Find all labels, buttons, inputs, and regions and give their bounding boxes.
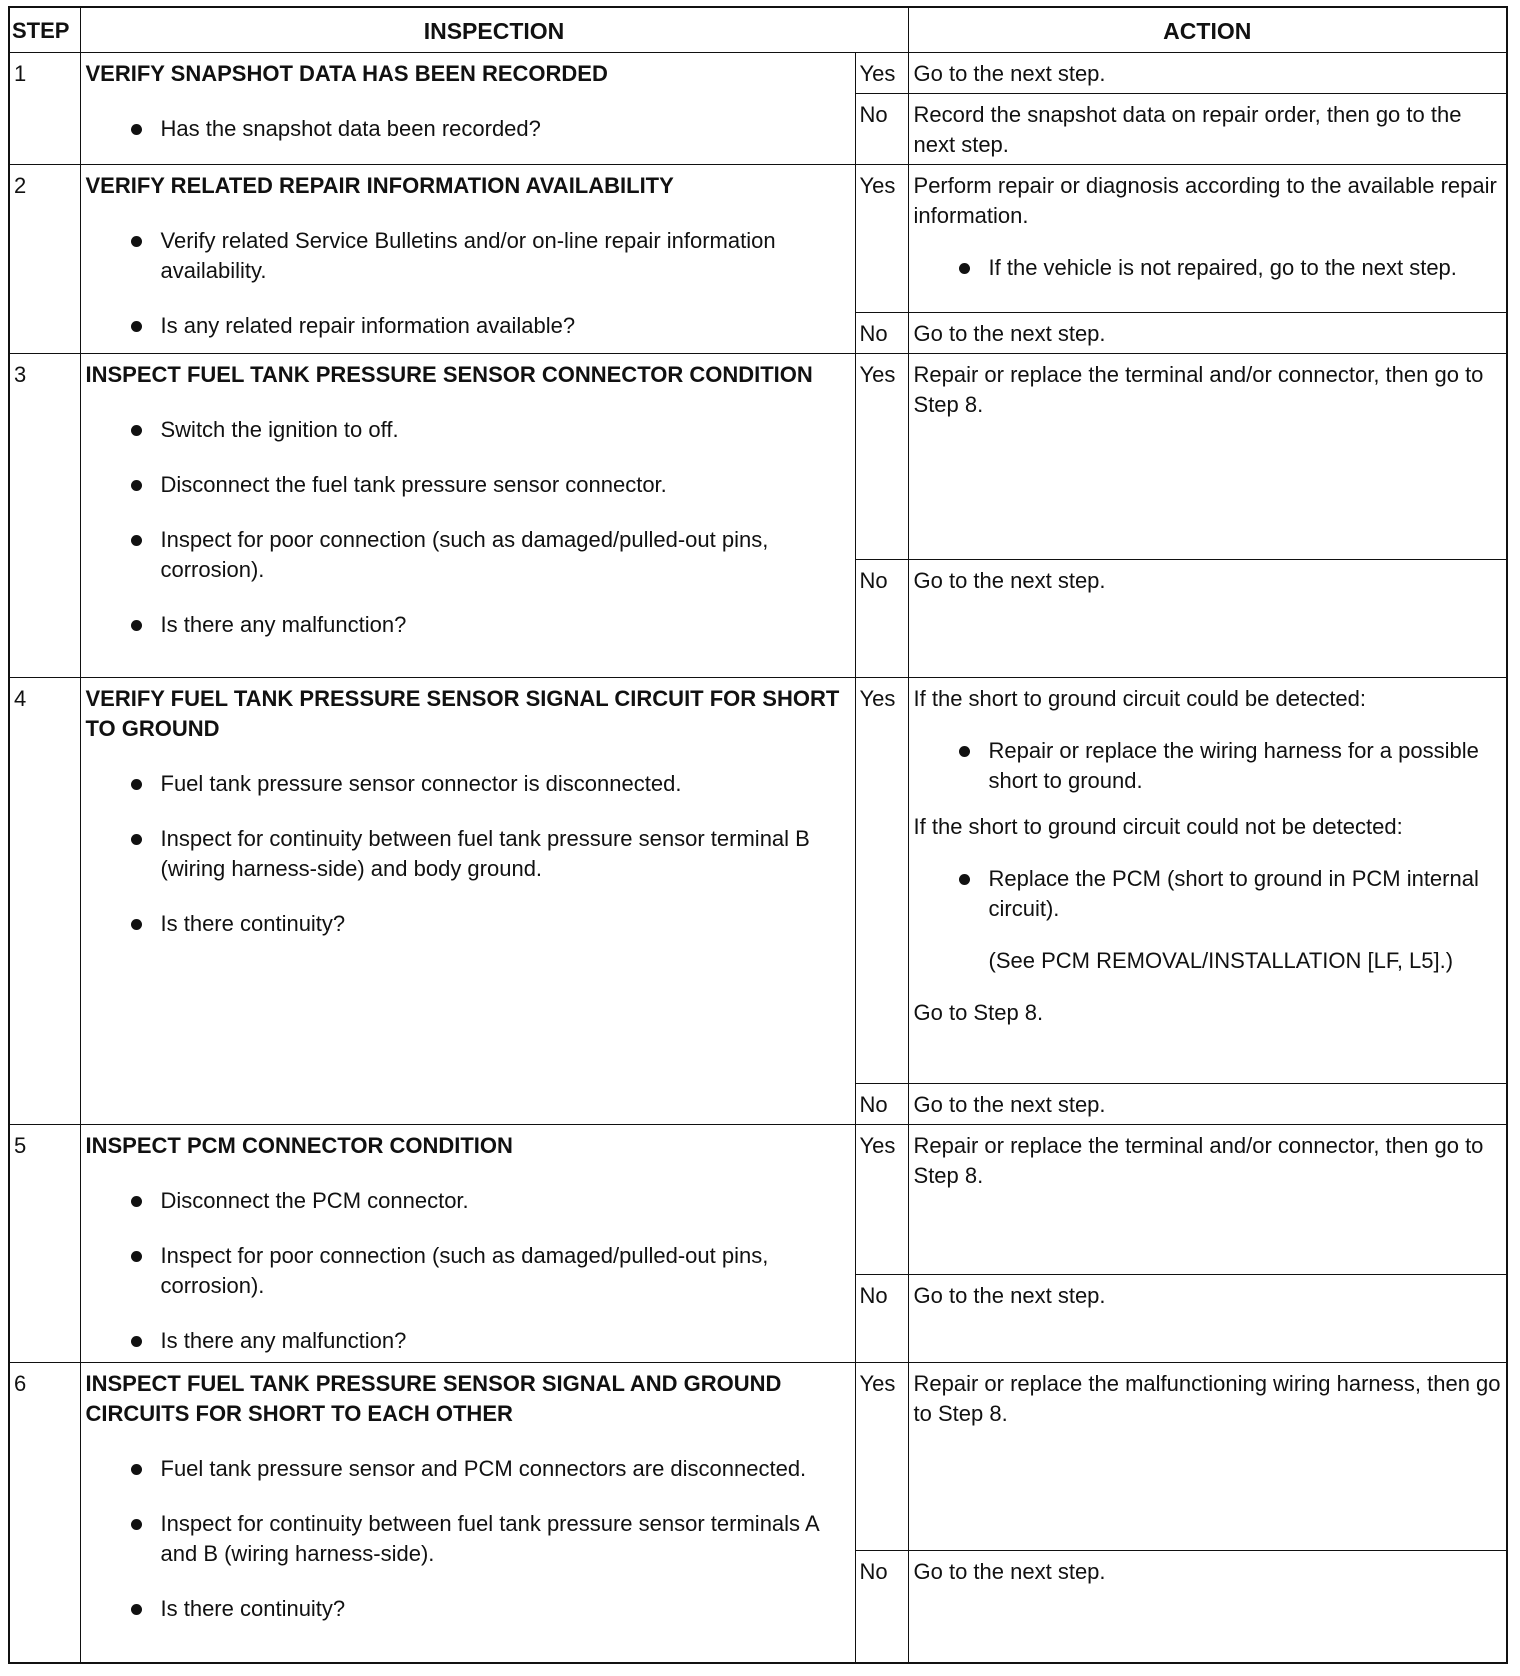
bullet-icon [131, 321, 142, 332]
yes-action [908, 1125, 1507, 1275]
inspection-cell [80, 1125, 855, 1363]
list-item [86, 470, 850, 500]
yes-label: Yes [855, 354, 908, 560]
bullet-text: Inspect for poor connection (such as damaged/pulled-out pins, corrosion). [160, 1243, 769, 1298]
no-action [908, 313, 1507, 354]
no-label: No [855, 560, 908, 678]
action-text: Repair or replace the terminal and/or connector, then go to Step 8. [913, 1133, 1484, 1188]
inspection-cell [80, 53, 855, 165]
bullet-icon [131, 779, 142, 790]
action-text: Go to the next step. [913, 61, 1106, 86]
bullet-icon [131, 1604, 142, 1615]
step-number: 1 [9, 53, 80, 165]
action-text: If the short to ground circuit could be detected: [913, 686, 1367, 711]
step-number: 3 [9, 354, 80, 678]
action-text: Go to the next step. [913, 1092, 1106, 1117]
action-text: Repair or replace the malfunctioning wiring harness, then go to Step 8. [913, 1371, 1501, 1426]
list-item [86, 769, 850, 799]
bullet-list [86, 1454, 850, 1624]
table-row [9, 354, 1507, 560]
bullet-icon [959, 263, 970, 274]
yes-label: Yes [855, 678, 908, 1084]
step-number: 4 [9, 678, 80, 1125]
table-header-row [9, 7, 1507, 53]
list-item [86, 1326, 850, 1356]
yes-label: Yes [855, 53, 908, 94]
list-item [86, 311, 850, 341]
list-item [86, 824, 850, 884]
action-text: Go to Step 8. [913, 1000, 1044, 1025]
bullet-text: Is any related repair information available? [160, 313, 576, 338]
step-title: INSPECT FUEL TANK PRESSURE SENSOR SIGNAL AND GROUND CIRCUITS FOR SHORT TO EACH OTHER [85, 1371, 782, 1426]
bullet-text: Replace the PCM (short to ground in PCM internal circuit). [988, 866, 1479, 921]
no-action [908, 1551, 1507, 1663]
list-item [914, 253, 1501, 283]
bullet-text: Is there continuity? [160, 911, 346, 936]
bullet-list [86, 769, 850, 939]
bullet-icon [131, 425, 142, 436]
bullet-list [86, 415, 850, 640]
bullet-text: Switch the ignition to off. [160, 417, 399, 442]
bullet-list [86, 1186, 850, 1356]
table-row [9, 165, 1507, 313]
bullet-text: Fuel tank pressure sensor and PCM connectors are disconnected. [160, 1456, 807, 1481]
inspection-cell [80, 678, 855, 1125]
bullet-icon [959, 746, 970, 757]
bullet-icon [959, 874, 970, 885]
action-text: Go to the next step. [913, 321, 1106, 346]
yes-label: Yes [855, 1363, 908, 1551]
action-text: Perform repair or diagnosis according to the available repair information. [913, 173, 1497, 228]
table-row [9, 678, 1507, 1084]
list-item [86, 1241, 850, 1301]
bullet-icon [131, 1336, 142, 1347]
no-label: No [855, 1275, 908, 1363]
list-item [86, 114, 850, 144]
no-label: No [855, 1551, 908, 1663]
step-title: VERIFY RELATED REPAIR INFORMATION AVAILABILITY [85, 173, 674, 198]
bullet-icon [131, 919, 142, 930]
list-item [86, 909, 850, 939]
bullet-text: Is there continuity? [160, 1596, 346, 1621]
bullet-text: Has the snapshot data been recorded? [160, 116, 541, 141]
step-title: VERIFY SNAPSHOT DATA HAS BEEN RECORDED [85, 61, 608, 86]
bullet-icon [131, 1464, 142, 1475]
no-action [908, 1084, 1507, 1125]
bullet-text: Fuel tank pressure sensor connector is disconnected. [160, 771, 682, 796]
bullet-icon [131, 124, 142, 135]
bullet-text: Disconnect the PCM connector. [160, 1188, 469, 1213]
bullet-icon [131, 1196, 142, 1207]
bullet-icon [131, 620, 142, 631]
step-title: INSPECT PCM CONNECTOR CONDITION [85, 1133, 513, 1158]
action-text: Go to the next step. [913, 1559, 1106, 1584]
step-title: INSPECT FUEL TANK PRESSURE SENSOR CONNECTOR CONDITION [85, 362, 813, 387]
yes-action [908, 354, 1507, 560]
see-reference: (See PCM REMOVAL/INSTALLATION [LF, L5].) [988, 948, 1454, 973]
no-action [908, 560, 1507, 678]
header-action: ACTION [908, 7, 1507, 53]
bullet-list [914, 736, 1501, 796]
action-text: Go to the next step. [913, 1283, 1106, 1308]
list-item [86, 1594, 850, 1624]
action-text: Record the snapshot data on repair order, then go to the next step. [913, 102, 1462, 157]
no-action [908, 94, 1507, 165]
action-text: If the short to ground circuit could not be detected: [913, 814, 1403, 839]
bullet-list [914, 253, 1501, 283]
yes-label: Yes [855, 1125, 908, 1275]
yes-action [908, 678, 1507, 1084]
action-text: Go to the next step. [913, 568, 1106, 593]
header-inspection: INSPECTION [80, 7, 908, 53]
bullet-text: Repair or replace the wiring harness for a possible short to ground. [988, 738, 1479, 793]
bullet-text: Inspect for poor connection (such as damaged/pulled-out pins, corrosion). [160, 527, 769, 582]
bullet-icon [131, 834, 142, 845]
list-item [86, 1454, 850, 1484]
step-number: 2 [9, 165, 80, 354]
list-item [914, 864, 1501, 924]
list-item [86, 1509, 850, 1569]
bullet-text: Verify related Service Bulletins and/or on-line repair information availability. [160, 228, 776, 283]
diagnostic-table [8, 6, 1508, 1664]
table-row [9, 1363, 1507, 1551]
bullet-text: Is there any malfunction? [160, 612, 407, 637]
bullet-list [86, 114, 850, 144]
table-row [9, 1125, 1507, 1275]
list-item [86, 415, 850, 445]
no-label: No [855, 1084, 908, 1125]
bullet-icon [131, 480, 142, 491]
bullet-icon [131, 1251, 142, 1262]
bullet-text: Inspect for continuity between fuel tank pressure sensor terminal B (wiring harness-side) and body ground. [160, 826, 810, 881]
inspection-cell [80, 354, 855, 678]
action-text: Repair or replace the terminal and/or connector, then go to Step 8. [913, 362, 1484, 417]
diagnostic-procedure-sheet [8, 6, 1508, 1664]
no-label: No [855, 94, 908, 165]
step-number: 5 [9, 1125, 80, 1363]
yes-action [908, 53, 1507, 94]
no-action [908, 1275, 1507, 1363]
bullet-text: If the vehicle is not repaired, go to the next step. [988, 255, 1457, 280]
bullet-list [914, 864, 1501, 924]
step-number: 6 [9, 1363, 80, 1663]
step-title: VERIFY FUEL TANK PRESSURE SENSOR SIGNAL CIRCUIT FOR SHORT TO GROUND [85, 686, 840, 741]
bullet-text: Is there any malfunction? [160, 1328, 407, 1353]
list-item [86, 525, 850, 585]
bullet-text: Disconnect the fuel tank pressure sensor connector. [160, 472, 667, 497]
yes-action [908, 1363, 1507, 1551]
list-item [86, 226, 850, 286]
no-label: No [855, 313, 908, 354]
inspection-cell [80, 165, 855, 354]
bullet-text: Inspect for continuity between fuel tank pressure sensor terminals A and B (wiring harness-side). [160, 1511, 819, 1566]
list-item [86, 610, 850, 640]
list-item [86, 1186, 850, 1216]
table-row [9, 53, 1507, 94]
bullet-icon [131, 1519, 142, 1530]
yes-label: Yes [855, 165, 908, 313]
inspection-cell [80, 1363, 855, 1663]
header-step: STEP [9, 7, 80, 53]
list-item [914, 736, 1501, 796]
yes-action [908, 165, 1507, 313]
bullet-list [86, 226, 850, 341]
bullet-icon [131, 236, 142, 247]
bullet-icon [131, 535, 142, 546]
